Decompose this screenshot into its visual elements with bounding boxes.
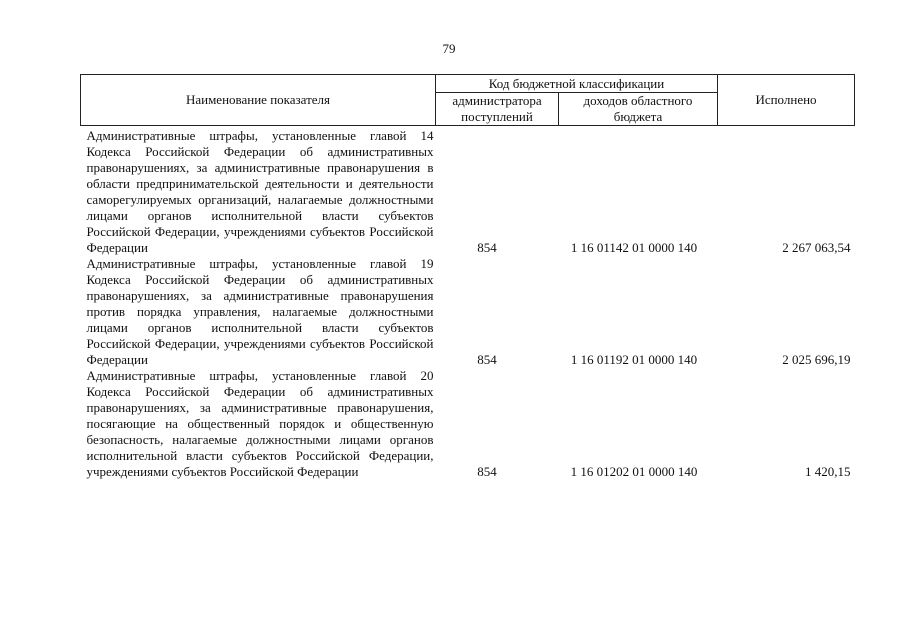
header-name: Наименование показателя [81,75,436,126]
row-administrator-code: 854 [477,352,497,367]
row-name: Административные штрафы, установленные главой 19 Кодекса Российской Федерации об административных правонарушениях, за административные правонарушения против порядка управления, налагаемые должностными лицами органов исполнительной власти субъектов Российской Федерации, учреждениями субъектов Российской Федерации [86,256,434,367]
row-administrator-code: 854 [477,464,497,479]
row-executed-amount: 1 420,15 [805,464,851,479]
header-executed: Исполнено [718,75,855,126]
row-executed-amount: 2 025 696,19 [782,352,851,367]
row-name: Административные штрафы, установленные главой 20 Кодекса Российской Федерации об административных правонарушениях, за административные правонарушения, посягающие на общественный порядок и общественную безопасность, налагаемые должностными лицами органов исполнительной власти субъектов Российской Федерации, учреждениями субъектов Российской Федерации [86,368,434,479]
row-income-code: 1 16 01142 01 0000 140 [570,240,698,255]
table-row [81,126,855,257]
header-budget-classification: Код бюджетной классификации [436,75,718,93]
table-row [81,256,855,368]
page-number: 79 [442,41,456,56]
row-income-code: 1 16 01192 01 0000 140 [570,352,698,367]
header-administrator: администратора поступлений [436,93,559,126]
row-name: Административные штрафы, установленные главой 14 Кодекса Российской Федерации об административных правонарушениях, за административные правонарушения в области предпринимательской деятельности и деятельности саморегулируемых организаций, налагаемые должностными лицами органов исполнительной власти субъектов Российской Федерации, учреждениями субъектов Российской Федерации [86,128,434,255]
header-income: доходов областного бюджета [559,93,718,126]
budget-table [80,74,855,480]
table-row [81,368,855,480]
row-administrator-code: 854 [477,240,497,255]
row-executed-amount: 2 267 063,54 [782,240,851,255]
row-income-code: 1 16 01202 01 0000 140 [570,464,698,479]
